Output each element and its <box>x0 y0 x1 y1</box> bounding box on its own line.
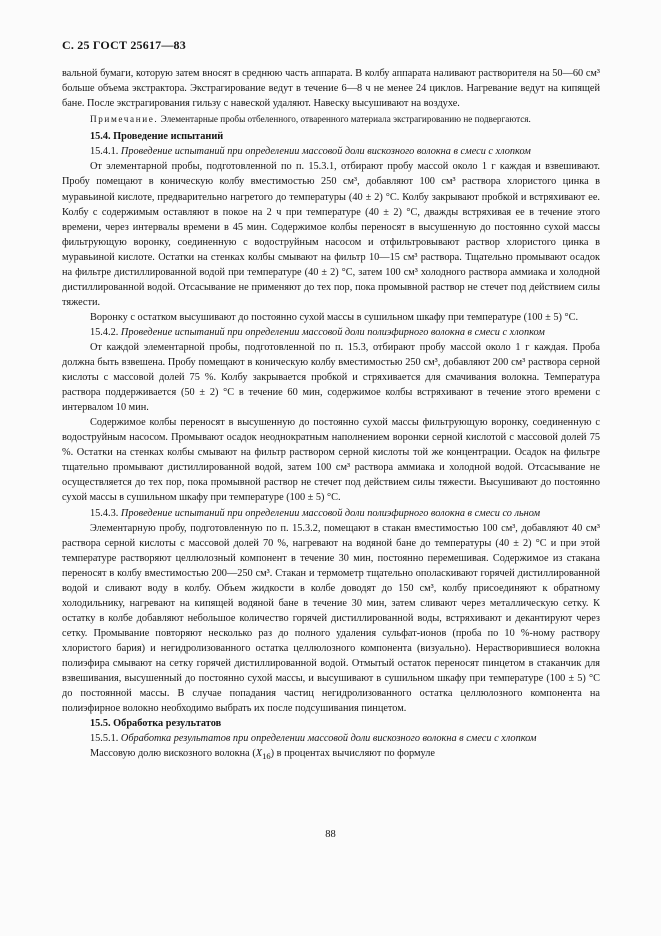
note-text: Элементарные пробы отбеленного, отваренного материала экстрагированию не подвергаются. <box>158 114 531 125</box>
paragraph: Элементарную пробу, подготовленную по п. 15.3.2, помещают в стакан вместимостью 100 см³, добавляют 40 см³ раствора серной кислоты с массовой долей 70 %, нагревают на водяной бане до температуры (40 ± 2) °С и при этой температуре растворяют целлюлозный компонент в течение 30 мин, постоянно перемешивая. Содержимое из стакана переносят в колбу вместимостью 200—250 см³. Стакан и термометр тщательно ополаскивают горячей дистиллированной водой и сливают воду в колбу. Объем жидкости в колбе доводят до 150 см³, колбу присоединяют к обратному холодильнику, нагревают на кипящей водяной бане в течение 30 мин, затем сливают через металлическую сетку. К остатку в колбе добавляют небольшое количество горячей дистиллированной воды, встряхивают и декантируют через сетку. Промывание повторяют несколько раз до полного удаления сульфат-ионов (проба по 10 %-ному раствору хлористого бария) и негидролизованного остатка целлюлозного компонента (визуально). Нерастворившиеся волокна полиэфира смывают на сетку горячей дистиллированной водой. Отмытый остаток переносят пинцетом в стаканчик для взвешивания, высушенный до постоянно сухой массы, и высушивают в сушильном шкафу при температуре (100 ± 5) °С до постоянной массы. В случае попадания частиц негидролизованного остатка целлюлозного компонента на полиэфирное волокно необходимо выбрать их после подсушивания пинцетом. <box>62 522 600 715</box>
subsection-heading-15-4-1 <box>62 144 600 159</box>
subsection-number: 15.4.2. <box>90 326 121 338</box>
note-label: Примечание. <box>90 114 159 125</box>
formula-intro-tail: ) в процентах вычисляют по формуле <box>270 748 435 760</box>
document-body <box>62 66 600 764</box>
section-heading-15-5: 15.5. Обработка результатов <box>90 718 222 730</box>
formula-intro-text: Массовую долю вискозного волокна ( <box>90 748 256 760</box>
subsection-title: Проведение испытаний при определении массовой доли вискозного волокна в смеси с хлопком <box>120 146 531 158</box>
subsection-heading-15-4-3 <box>62 506 600 521</box>
paragraph: вальной бумаги, которую затем вносят в среднюю часть аппарата. В колбу аппарата наливают растворителя на 50—60 см³ больше объема экстрактора. Экстрагирование ведут в течение 6—8 ч не менее 24 циклов. Нагревание ведут на кипящей бане. После экстрагирования гильзу с навеской удаляют. Навеску высушивают на воздухе. <box>62 68 600 110</box>
subsection-number: 15.4.1. <box>90 146 121 158</box>
note <box>62 113 600 126</box>
variable-subscript: 16 <box>262 751 271 762</box>
page-number: 88 <box>325 829 336 840</box>
subsection-number: 15.4.3. <box>90 507 121 519</box>
page-header: С. 25 ГОСТ 25617—83 <box>62 38 186 52</box>
subsection-title: Проведение испытаний при определении массовой доли полиэфирного волокна в смеси с хлопком <box>120 326 545 338</box>
paragraph: От элементарной пробы, подготовленной по п. 15.3.1, отбирают пробу массой около 1 г каждая и взвешивают. Пробу помещают в коническую колбу вместимостью 250 см³, добавляют 100 см³ раствора хлористого цинка в муравьиной кислоте, предварительно нагретого до температуры (40 ± 2) °С. Колбу закрывают пробкой и встряхивают ее. Колбу с содержимым оставляют в покое на 2 ч при температуре (40 ± 2) °С, дважды встряхивая ее в течение этого времени, через интервалы времени в 45 мин. Содержимое колбы переносят в высушенную до постоянно сухой массы фильтрующую воронку, соединенную с водоструйным насосом и отфильтровывают раствор хлористого цинка в муравьиной кислоте. Остатки на стенках колбы смывают на фильтр 10—15 см³ раствора. Тщательно промывают осадок на фильтре дистиллированной водой при температуре (40 ± 2) °С, затем 100 см³ холодного раствора аммиака и холодной дистиллированной водой. Отсасывание не применяют до тех пор, пока промывной раствор не стечет под действием силы тяжести. <box>62 161 600 308</box>
paragraph: Содержимое колбы переносят в высушенную до постоянно сухой массы фильтрующую воронку, соединенную с водоструйным насосом. Промывают осадок неоднократным наполнением воронки серной кислотой с массовой долей 75 %. Остатки на стенках колбы смывают на фильтр раствором серной кислоты той же концентрации. Осадок на фильтре тщательно промывают дистиллированной водой, затем 100 см³ раствора аммиака и холодной водой. Отсасывание не осуществляется до тех пор, пока промывной раствор не стечет под действием силы тяжести. Высушивают до постоянно сухой массы в сушильном шкафу при температуре (100 ± 5) °С. <box>62 417 600 504</box>
subsection-title: Проведение испытаний при определении массовой доли полиэфирного волокна в смеси со льном <box>120 507 541 519</box>
subsection-title: Обработка результатов при определении массовой доли вискозного волокна в смеси с хлопком <box>120 733 537 745</box>
subsection-heading-15-4-2 <box>62 325 600 340</box>
variable-x: X <box>255 748 263 760</box>
subsection-heading-15-5-1 <box>62 731 600 746</box>
formula-intro <box>62 746 600 764</box>
subsection-number: 15.5.1. <box>90 733 121 745</box>
section-heading-15-4: 15.4. Проведение испытаний <box>90 131 224 143</box>
paragraph: От каждой элементарной пробы, подготовленной по п. 15.3, отбирают пробу массой около 1 г каждая. Проба должна быть взвешена. Пробу помещают в коническую колбу вместимостью 250 см³, добавляют 200 см³ раствора серной кислоты с массовой долей 75 %. Колбу закрывается пробкой и стряхивается для смачивания волокна. Температура раствора поддерживается (50 ± 2) °С в течение 60 мин, содержимое колбы встряхивают в течение этого времени с интервалом 10 мин. <box>62 342 600 414</box>
paragraph: Воронку с остатком высушивают до постоянно сухой массы в сушильном шкафу при температуре (100 ± 5) °С. <box>90 311 579 323</box>
